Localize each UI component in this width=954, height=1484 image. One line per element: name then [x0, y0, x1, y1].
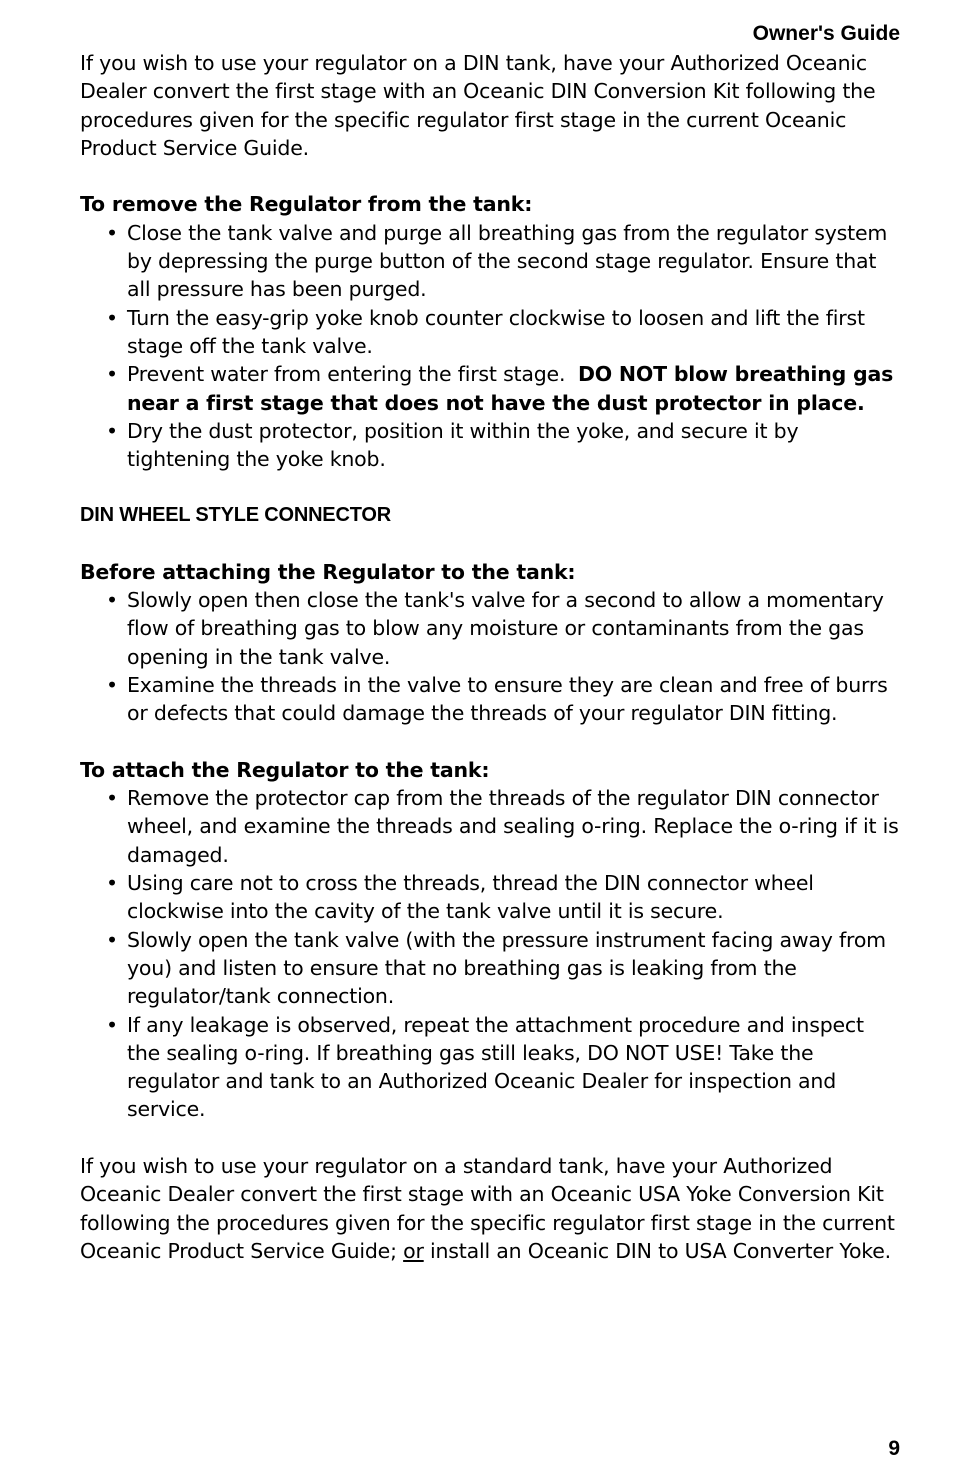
list-item: • Using care not to cross the threads, thread the DIN connector wheel clockwise into the cavity of the tank valve until it is secure.: [127, 869, 900, 926]
remove-heading: To remove the Regulator from the tank:: [80, 192, 533, 217]
closing-underlined-word: or: [403, 1238, 424, 1263]
list-item: [127, 360, 900, 417]
list-item: • Examine the threads in the valve to ensure they are clean and free of burrs or defects that could damage the threads of your regulator DIN fitting.: [127, 671, 900, 728]
before-attach-heading: Before attaching the Regulator to the tank:: [80, 559, 576, 584]
section-title: DIN WHEEL STYLE CONNECTOR: [80, 504, 391, 527]
before-attach-list: [80, 586, 900, 727]
attach-list: [80, 784, 900, 1124]
closing-text-part2: install an Oceanic DIN to USA Converter Yoke.: [423, 1238, 891, 1263]
page-number: 9: [888, 1437, 900, 1460]
intro-paragraph: If you wish to use your regulator on a DIN tank, have your Authorized Oceanic Dealer convert the first stage with an Oceanic DIN Conversion Kit following the procedures given for the specific regulator first stage in the current Oceanic Product Service Guide.: [80, 51, 876, 160]
list-item: • Slowly open the tank valve (with the pressure instrument facing away from you) and listen to ensure that no breathing gas is leaking from the regulator/tank connection.: [127, 926, 900, 1011]
warning-text: DO NOT blow breathing gas near a first stage that does not have the dust protector in place.: [127, 362, 894, 415]
closing-text-part1: If you wish to use your regulator on a standard tank, have your Authorized Oceanic Dealer convert the first stage with an Oceanic USA Yoke Conversion Kit following the procedures given for the specific regulator first stage in the current Oceanic Product Service Guide;: [80, 1153, 895, 1263]
running-header: Owner's Guide: [752, 22, 900, 45]
closing-paragraph: [80, 1152, 900, 1265]
list-item: • If any leakage is observed, repeat the attachment procedure and inspect the sealing o-ring. If breathing gas still leaks, DO NOT USE! Take the regulator and tank to an Authorized Oceanic Dealer for inspection and service.: [127, 1011, 900, 1124]
attach-heading: To attach the Regulator to the tank:: [80, 757, 490, 782]
page-content: [80, 49, 900, 1265]
remove-list: [80, 219, 900, 474]
list-item: • Close the tank valve and purge all breathing gas from the regulator system by depressing the purge button of the second stage regulator. Ensure that all pressure has been purged.: [127, 219, 900, 304]
list-item: • Turn the easy-grip yoke knob counter clockwise to loosen and lift the first stage off the tank valve.: [127, 304, 900, 361]
list-item: • Remove the protector cap from the threads of the regulator DIN connector wheel, and examine the threads and sealing o-ring. Replace the o-ring if it is damaged.: [127, 784, 900, 869]
list-item-text: Prevent water from entering the first stage.: [127, 362, 566, 387]
list-item: • Dry the dust protector, position it within the yoke, and secure it by tightening the yoke knob.: [127, 417, 900, 474]
list-item: • Slowly open then close the tank's valve for a second to allow a momentary flow of breathing gas to blow any moisture or contaminants from the gas opening in the tank valve.: [127, 586, 900, 671]
